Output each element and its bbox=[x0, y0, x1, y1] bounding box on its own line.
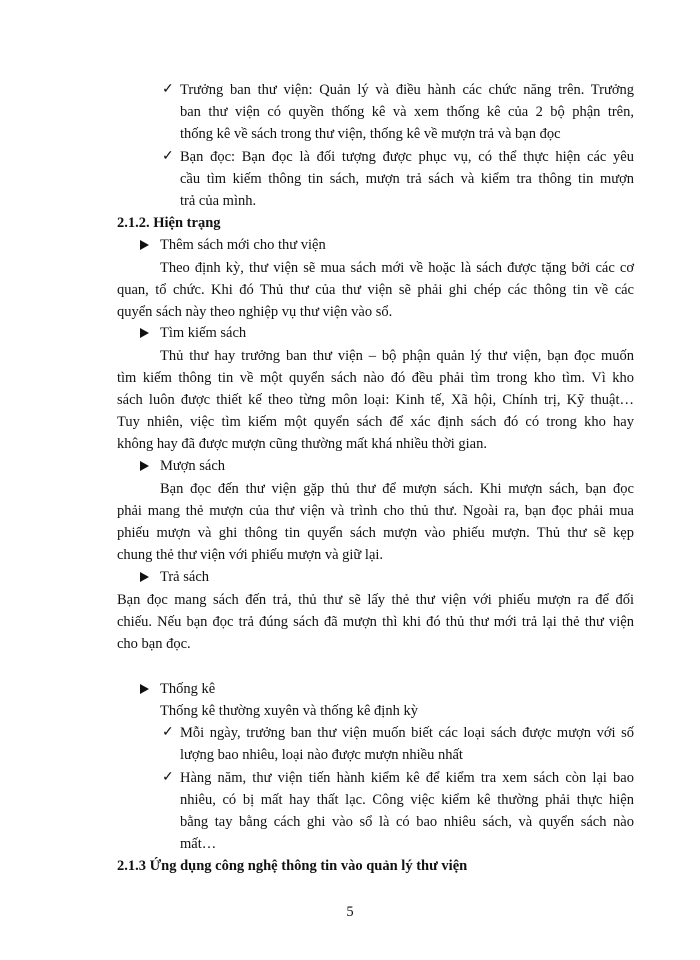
check-icon: ✓ bbox=[162, 725, 174, 740]
subsection-label: Trả sách bbox=[160, 569, 210, 585]
check-icon: ✓ bbox=[162, 82, 174, 97]
bullet-text-line: cầu tìm kiếm thông tin sách, mượn trả sách và kiểm tra thông tin mượn bbox=[180, 171, 634, 187]
subsection-label: Tìm kiếm sách bbox=[160, 325, 247, 341]
arrow-bullet-icon bbox=[140, 572, 149, 582]
paragraph-line: chiếu. Nếu bạn đọc trả đúng sách đã mượn thì khi đó thủ thư mới trả lại thẻ thư viện bbox=[117, 614, 634, 630]
paragraph-line: tìm kiếm thông tin về một quyển sách nào đó đều phải tìm trong kho tìm. Vì kho bbox=[117, 370, 634, 386]
bullet-text-line: trả của mình. bbox=[180, 193, 257, 209]
paragraph-line: Tuy nhiên, việc tìm kiếm một quyển sách để xác định sách đó có trong kho hay bbox=[117, 414, 634, 430]
paragraph-line: sách luôn được thiết kế theo từng môn loại: Kinh tế, Xã hội, Chính trị, Kỹ thuật… bbox=[117, 392, 634, 408]
check-icon: ✓ bbox=[162, 770, 174, 785]
paragraph-line: Bạn đọc đến thư viện gặp thủ thư để mượn sách. Khi mượn sách, bạn đọc bbox=[160, 481, 634, 497]
arrow-bullet-icon bbox=[140, 461, 149, 471]
paragraph-line: phải mang thẻ mượn của thư viện và trình cho thủ thư. Ngoài ra, bạn đọc phải mua bbox=[117, 503, 634, 519]
paragraph-line: không hay đã được mượn cũng thường mất khá nhiều thời gian. bbox=[117, 436, 487, 452]
bullet-text-line: Trưởng ban thư viện: Quản lý và điều hành các chức năng trên. Trưởng bbox=[180, 82, 634, 98]
section-heading: 2.1.2. Hiện trạng bbox=[117, 215, 221, 231]
section-heading: 2.1.3 Ứng dụng công nghệ thông tin vào quản lý thư viện bbox=[117, 858, 468, 874]
paragraph-line: quyển sách này theo nghiệp vụ thư viện vào sổ. bbox=[117, 304, 393, 320]
bullet-text-line: Mỗi ngày, trưởng ban thư viện muốn biết các loại sách được mượn với số bbox=[180, 725, 634, 741]
paragraph-line: Thủ thư hay trưởng ban thư viện – bộ phận quản lý thư viện, bạn đọc muốn bbox=[160, 348, 634, 364]
bullet-text-line: nhiêu, có bị mất hay thất lạc. Công việc kiểm kê thường phải thực hiện bbox=[180, 792, 634, 808]
arrow-bullet-icon bbox=[140, 240, 149, 250]
arrow-bullet-icon bbox=[140, 328, 149, 338]
check-icon: ✓ bbox=[162, 149, 174, 164]
subsection-label: Mượn sách bbox=[160, 458, 226, 474]
paragraph-line: Bạn đọc mang sách đến trả, thủ thư sẽ lấy thẻ thư viện với phiếu mượn ra để đối bbox=[117, 592, 634, 608]
paragraph-line: chung thẻ thư viện với phiếu mượn và giữ lại. bbox=[117, 547, 384, 563]
subsection-label: Thống kê bbox=[160, 681, 216, 697]
arrow-bullet-icon bbox=[140, 684, 149, 694]
bullet-text-line: thống kê về sách trong thư viện, thống kê về mượn trả và bạn đọc bbox=[180, 126, 561, 142]
paragraph-line: Thống kê thường xuyên và thống kê định kỳ bbox=[160, 703, 418, 719]
paragraph-line: cho bạn đọc. bbox=[117, 636, 191, 652]
paragraph-line: phiếu mượn và ghi thông tin quyển sách mượn vào phiếu mượn. Thủ thư sẽ kẹp bbox=[117, 525, 634, 541]
bullet-text-line: ban thư viện có quyền thống kê và xem thống kê của 2 bộ phận trên, bbox=[180, 104, 634, 120]
paragraph-line: quan, tổ chức. Khi đó Thủ thư của thư viện sẽ phải ghi chép các thông tin về các bbox=[117, 282, 634, 298]
bullet-text-line: Bạn đọc: Bạn đọc là đối tượng được phục vụ, có thể thực hiện các yêu bbox=[180, 149, 634, 165]
subsection-label: Thêm sách mới cho thư viện bbox=[160, 237, 326, 253]
page-number: 5 bbox=[346, 904, 354, 920]
bullet-text-line: bằng tay bằng cách ghi vào sổ là có bao nhiêu sách, và quyển sách nào bbox=[180, 814, 634, 830]
bullet-text-line: lượng bao nhiêu, loại nào được mượn nhiều nhất bbox=[180, 747, 463, 763]
bullet-text-line: Hàng năm, thư viện tiến hành kiểm kê để kiểm tra xem sách còn lại bao bbox=[180, 770, 634, 786]
paragraph-line: Theo định kỳ, thư viện sẽ mua sách mới về hoặc là sách được tặng bởi các cơ bbox=[160, 260, 634, 276]
bullet-text-line: mất… bbox=[180, 836, 217, 852]
